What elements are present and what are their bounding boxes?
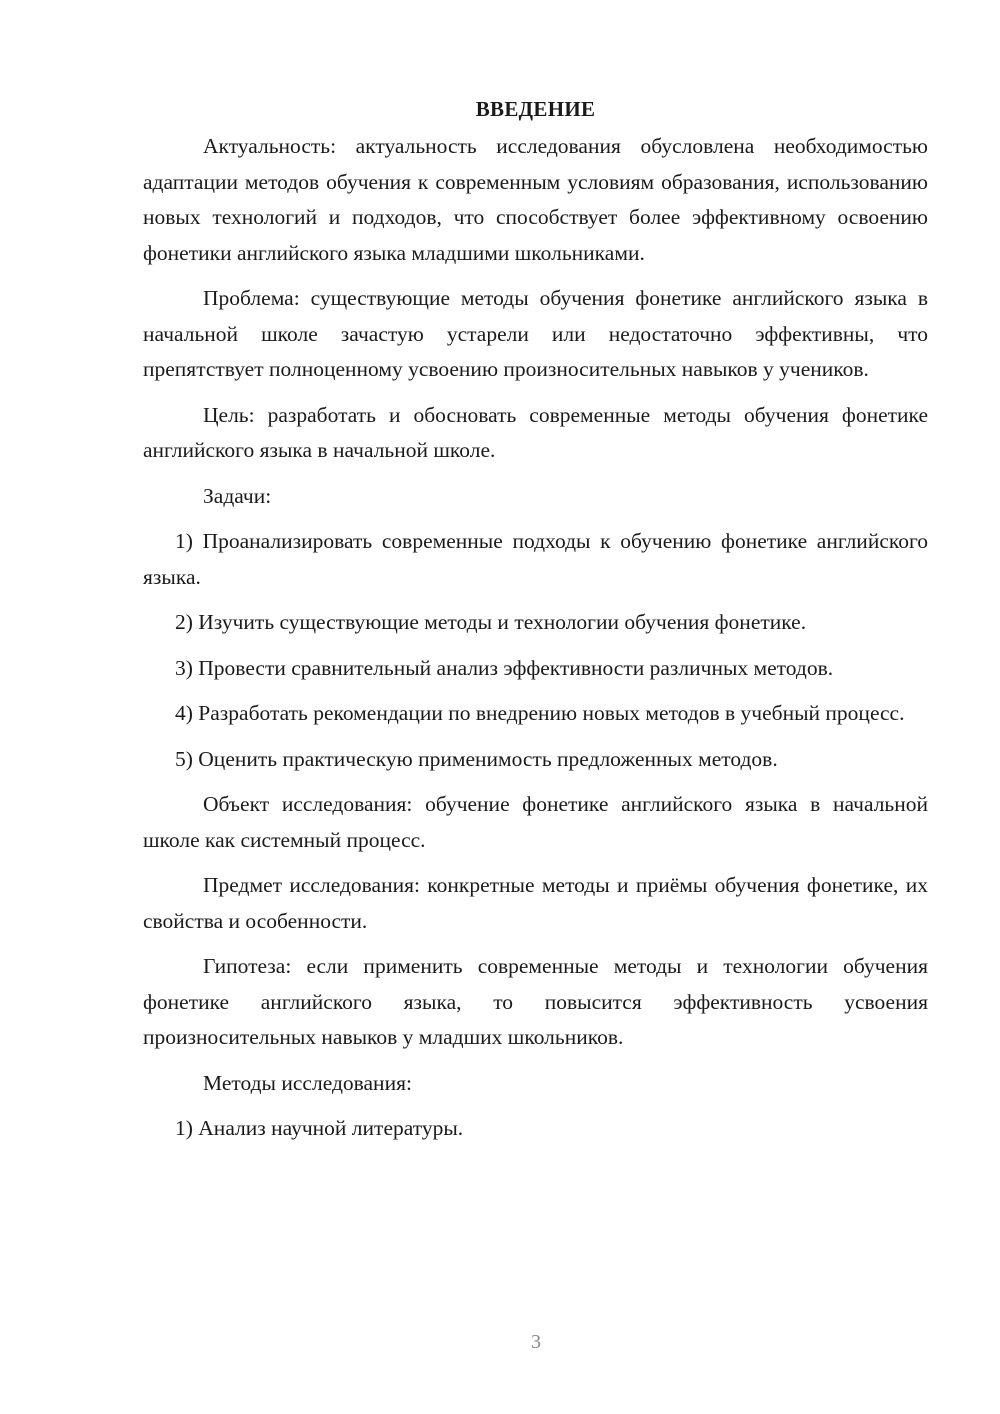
task-item-3: 3) Провести сравнительный анализ эффективности различных методов. [175,655,834,680]
task-item-5: 5) Оценить практическую применимость предложенных методов. [175,746,778,771]
paragraph-problem: Проблема: существующие методы обучения фонетике английского языка в начальной школе зачастую устарели или недостаточно эффективны, что препятствует полноценному усвоению произносительных навыков у учеников. [143,286,928,381]
paragraph-hypothesis: Гипотеза: если применить современные методы и технологии обучения фонетике английского языка, то повысится эффективность усвоения произносительных навыков у младших школьников. [143,954,928,1049]
page-number: 3 [531,1331,541,1353]
paragraph-subject: Предмет исследования: конкретные методы и приёмы обучения фонетике, их свойства и особенности. [143,873,928,933]
document-page [143,92,928,1157]
paragraph-object: Объект исследования: обучение фонетике английского языка в начальной школе как системный процесс. [143,792,928,852]
paragraph-relevance: Актуальность: актуальность исследования обусловлена необходимостью адаптации методов обучения к современным условиям образования, использованию новых технологий и подходов, что способствует более эффективному освоению фонетики английского языка младшими школьниками. [143,134,928,265]
method-item-1: 1) Анализ научной литературы. [175,1116,464,1140]
paragraph-methods-heading: Методы исследования: [203,1070,412,1095]
task-item-4: 4) Разработать рекомендации по внедрению новых методов в учебный процесс. [175,701,905,725]
task-item-1: 1) Проанализировать современные подходы к обучению фонетике английского языка. [143,529,928,589]
task-item-2: 2) Изучить существующие методы и технологии обучения фонетике. [175,610,807,634]
paragraph-tasks-heading: Задачи: [203,483,272,508]
paragraph-goal: Цель: разработать и обосновать современные методы обучения фонетике английского языка в начальной школе. [143,402,928,462]
page-title: ВВЕДЕНИЕ [475,97,596,121]
